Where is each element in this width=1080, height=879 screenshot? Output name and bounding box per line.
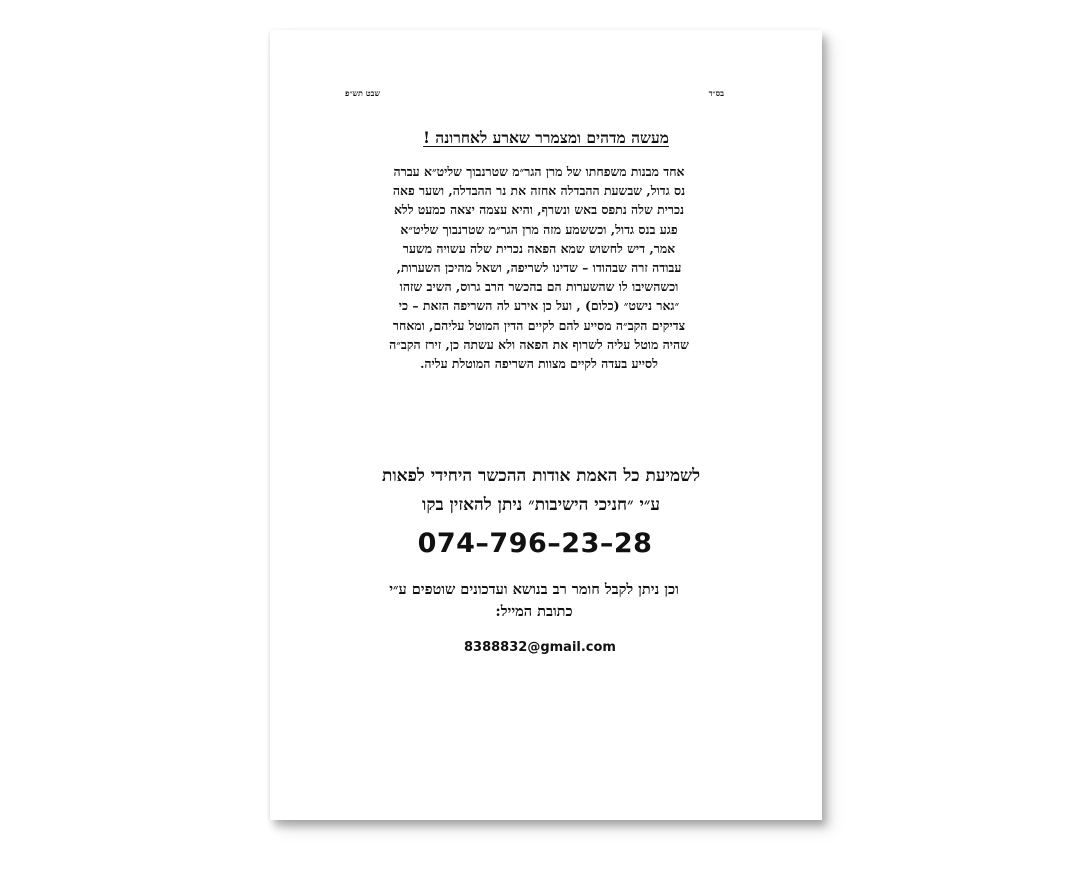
story-line: אחד מבנות משפחתו של מרן הגר״מ שטרנבוך שליט״א עברה	[393, 164, 685, 179]
promo-text	[270, 462, 812, 520]
more-line: וכן ניתן לקבל חומר רב בנושא ועדכונים שוטפים ע״י	[389, 581, 679, 598]
document-page	[270, 30, 822, 820]
story-line: ״גאר נישט״ (כלום) , ועל כן אירע לה השריפה הזאת – כי	[398, 298, 680, 314]
story-line: לסייע בעדה לקיים מצוות השריפה המוטלת עליה.	[420, 356, 658, 372]
phone-number: 074–796–23–28	[417, 528, 653, 559]
story-line: נכרית שלה נתפס באש ונשרף, והיא עצמה יצאה כמעט ללא	[393, 202, 685, 218]
story-line: פגע בנס גדול, וכששמע מזה מרן הגר״מ שטרנבוך שליט״א	[400, 221, 678, 237]
header-bsd: בס״ד	[708, 88, 724, 98]
promo-line: לשמיעת כל האמת אודות ההכשר היחידי לפאות	[381, 466, 701, 486]
story-line: עבודה זרה שבהודו – שדינו לשריפה, ושאל מהיכן השערות,	[396, 260, 682, 276]
story-line: נס גדול, שבשעת ההבדלה אחזה את נר ההבדלה, ושער פאה	[392, 183, 686, 199]
story-line: אמר, דיש לחשוש שמא הפאה נכרית שלה עשויה משער	[402, 240, 676, 256]
page-title: מעשה מדהים ומצמרר שארע לאחרונה !	[423, 128, 669, 147]
story-line: צדיקים הקב״ה מסייע להם לקיים הדין המוטל עליהם, ומאחר	[392, 317, 686, 333]
promo-line: ע״י ״חניכי הישיבות״ ניתן להאזין בקו	[422, 495, 660, 515]
more-line: כתובת המייל:	[495, 603, 573, 620]
header-date: שבט תש״פ	[345, 88, 381, 98]
story-line: וכשהשיבו לו שהשערות הם בהכשר הרב גרוס, השיב שזהו	[399, 279, 679, 295]
more-info-text	[270, 579, 798, 623]
email-address: 8388832@gmail.com	[464, 640, 616, 655]
story-paragraph	[338, 162, 740, 373]
story-line: שהיה מוטל עליה לשרוף את הפאה ולא עשתה כן, זירז הקב״ה	[389, 336, 689, 352]
